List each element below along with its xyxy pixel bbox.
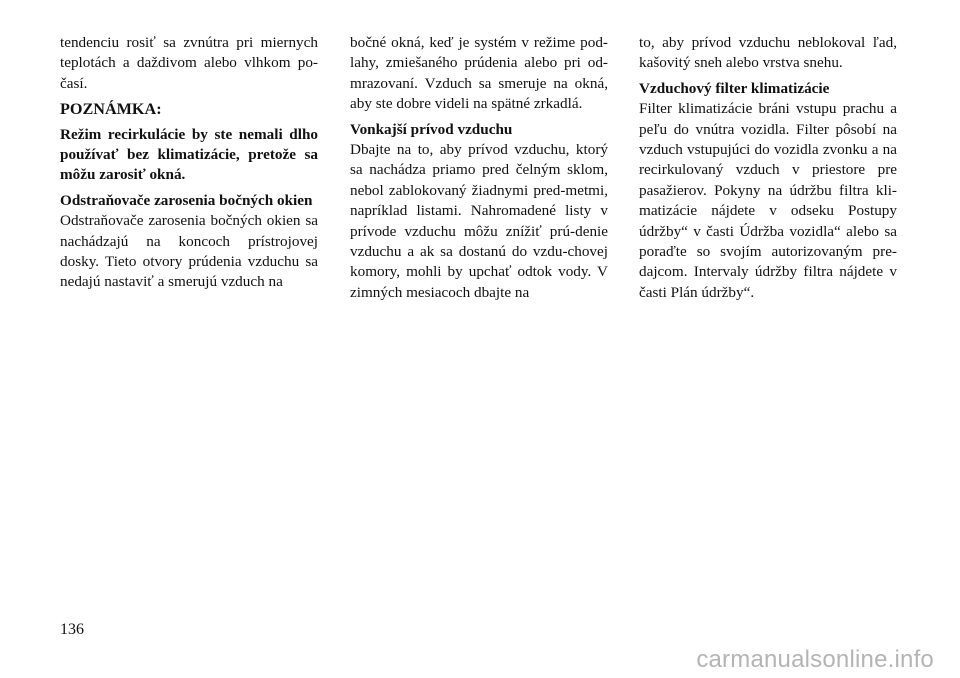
section-heading: Vzduchový filter klimatizácie — [639, 79, 830, 97]
text-column-middle — [350, 33, 608, 308]
note-title: POZNÁMKA: — [60, 100, 162, 119]
text-column-right — [639, 33, 897, 308]
section-body: Filter klimatizácie bráni vstupu prachu a peľu do vnútra vozidla. Filter pôsobí na vzduch vstupujúci do vozidla zvonku a na recirkulovaný vzduch v priestore pre pasažierov. Pokyny na údržbu filtra kli-matizácie nájdete v odseku Postupy údržby“ v časti Údržba vozidla“ alebo sa poraďte so svojím autorizovaným pre-dajcom. Intervaly údržby filtra nájdete v časti Plán údržby“. — [639, 100, 897, 301]
watermark: carmanualsonline.info — [696, 646, 934, 673]
page-number: 136 — [60, 621, 84, 638]
text-column-left — [60, 33, 318, 298]
section-heading: Vonkajší prívod vzduchu — [350, 120, 513, 138]
section-body: Odstraňovače zarosenia bočných okien sa nachádzajú na koncoch prístrojovej dosky. Tieto otvory prúdenia vzduchu sa nedajú nastaviť a smerujú vzduch na — [60, 212, 318, 291]
paragraph-intro: to, aby prívod vzduchu neblokoval ľad, kašovitý sneh alebo vrstva snehu. — [639, 34, 897, 72]
section-ac-air-filter — [639, 79, 897, 303]
section-side-window-demisters — [60, 191, 318, 293]
paragraph-intro: bočné okná, keď je systém v režime pod-lahy, zmiešaného prúdenia alebo pri od-mrazovaní. Vzduch sa smeruje na okná, aby ste dobre videli na spätné zrkadlá. — [350, 34, 608, 113]
section-heading: Odstraňovače zarosenia bočných okien — [60, 191, 313, 209]
note-body: Režim recirkulácie by ste nemali dlho používať bez klimatizácie, pretože sa môžu zarosiť okná. — [60, 125, 318, 184]
paragraph-intro: tendenciu rosiť sa zvnútra pri miernych teplotách a daždivom alebo vlhkom po-časí. — [60, 34, 318, 92]
section-outside-air-intake — [350, 120, 608, 304]
section-body: Dbajte na to, aby prívod vzduchu, ktorý sa nachádza priamo pred čelným sklom, nebol zablokovaný žiadnymi pred-metmi, napríklad listami. Nahromadené listy v prívode vzduchu môžu znížiť prú-denie vzduchu a ak sa dostanú do vzdu-chovej komory, mohli by upchať odtok vody. V zimných mesiacoch dbajte na — [350, 141, 608, 301]
